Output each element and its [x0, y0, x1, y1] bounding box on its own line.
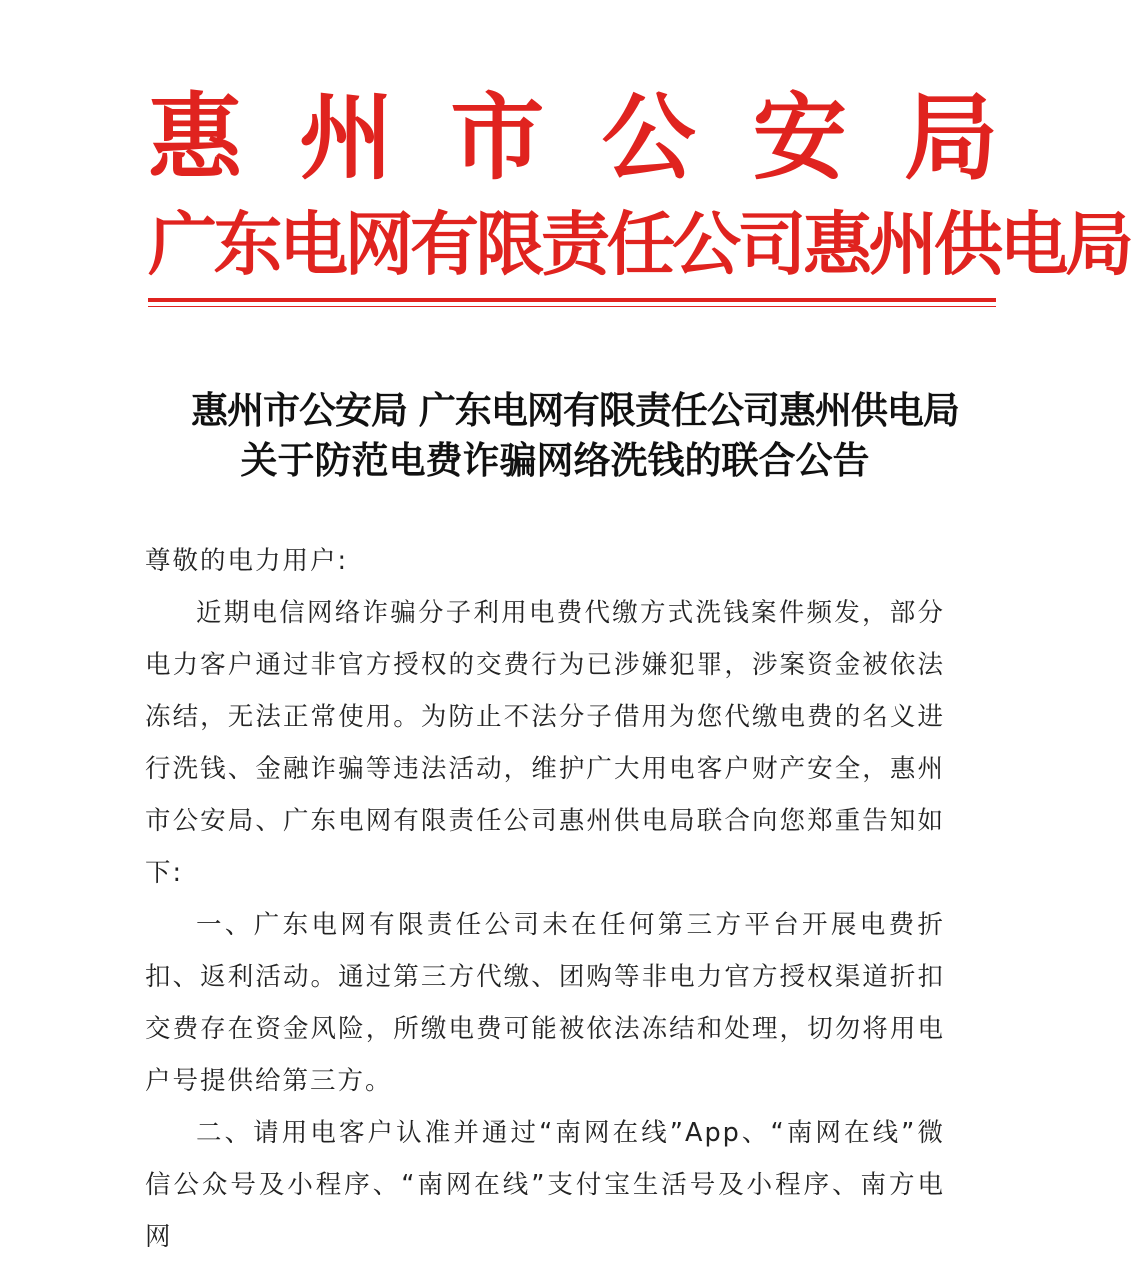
body-paragraph: 二、请用电客户认准并通过“南网在线”App、“南网在线”微信公众号及小程序、“南网在线”支付宝生活号及小程序、南方电网 [145, 1118, 945, 1252]
letterhead-rule-thick [148, 298, 996, 302]
body-paragraph: 近期电信网络诈骗分子利用电费代缴方式洗钱案件频发，部分电力客户通过非官方授权的交费行为已涉嫌犯罪，涉案资金被依法冻结，无法正常使用。为防止不法分子借用为您代缴电费的名义进行洗钱、金融诈骗等违法活动，维护广大用电客户财产安全，惠州市公安局、广东电网有限责任公司惠州供电局联合向您郑重告知如下: [145, 598, 945, 888]
letterhead-issuer [148, 83, 998, 193]
letterhead-co-issuer: 广东电网有限责任公司惠州供电局 [148, 204, 1131, 285]
letterhead-char: 州 [299, 83, 394, 193]
letterhead-char: 局 [903, 83, 998, 193]
document-body [145, 535, 945, 1263]
letterhead-rule-thin [148, 306, 996, 307]
letterhead-char: 市 [450, 83, 545, 193]
letterhead-char: 安 [752, 83, 847, 193]
salutation: 尊敬的电力用户: [145, 546, 349, 576]
document-title-line2: 关于防范电费诈骗网络洗钱的联合公告 [240, 438, 870, 482]
letterhead-char: 公 [601, 83, 696, 193]
letterhead-char: 惠 [148, 83, 243, 193]
body-paragraph: 一、广东电网有限责任公司未在任何第三方平台开展电费折扣、返利活动。通过第三方代缴、团购等非电力官方授权渠道折扣交费存在资金风险，所缴电费可能被依法冻结和处理，切勿将用电户号提供给第三方。 [145, 910, 945, 1096]
document-title-line1: 惠州市公安局 广东电网有限责任公司惠州供电局 [191, 388, 959, 432]
